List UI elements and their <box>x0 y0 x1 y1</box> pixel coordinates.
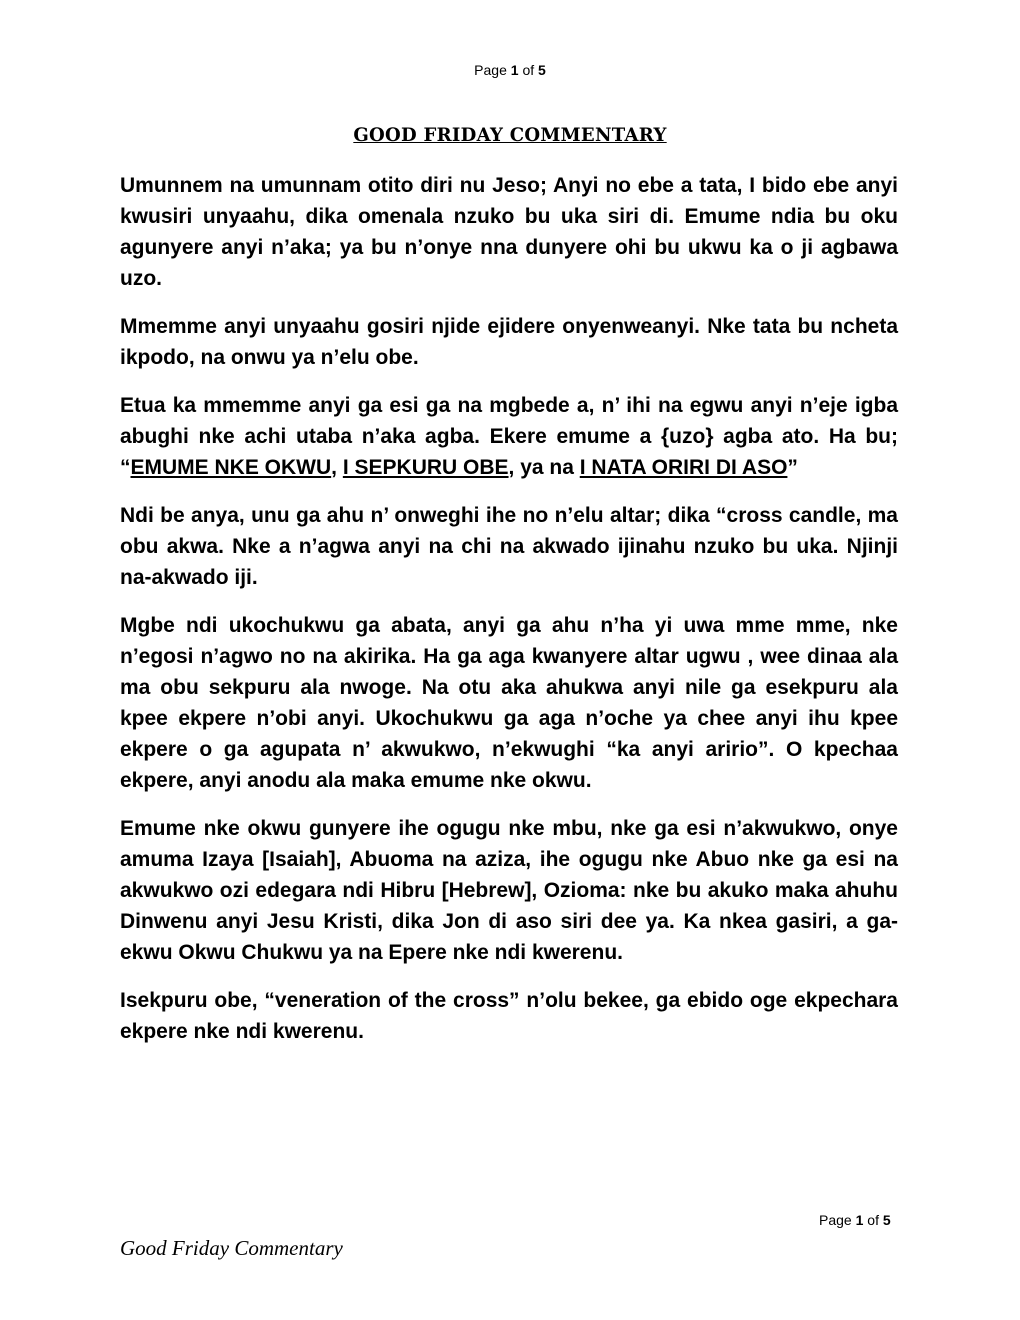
paragraph-3: Etua ka mmemme anyi ga esi ga na mgbede a, n’ ihi na egwu anyi n’eje igba abughi nke achi utaba n’aka agba. Ekere emume a {uzo} agba ato. Ha bu; “EMUME NKE OKWU, I SEPKURU OBE, ya na I NATA ORIRI DI ASO” <box>120 394 898 479</box>
footer-page-number: Page 1 of 5 <box>819 1212 891 1228</box>
paragraph-6: Emume nke okwu gunyere ihe ogugu nke mbu, nke ga esi n’akwukwo, onye amuma Izaya [Isaiah], Abuoma na aziza, ihe ogugu nke Abuo nke ga esi na akwukwo ozi edegara ndi Hibru [Hebrew], Ozioma: nke bu akuko maka ahuhu Dinwenu anyi Jesu Kristi, dika Jon di aso siri dee ya. Ka nkea gasiri, a ga-ekwu Okwu Chukwu ya na Epere nke ndi kwerenu. <box>120 817 898 964</box>
i-nata-oriri-underline: I NATA ORIRI DI ASO <box>579 456 788 479</box>
paragraph-7: Isekpuru obe, “veneration of the cross” n’olu bekee, ga ebido oge ekpechara ekpere nke ndi kwerenu. <box>120 989 898 1043</box>
paragraph-4: Ndi be anya, unu ga ahu n’ onweghi ihe no n’elu altar; dika “cross candle, ma obu akwa. Nke a n’agwa anyi na chi na akwado ijinahu nzuko bu uka. Njinji na-akwado iji. <box>120 504 898 589</box>
footer-document-title: Good Friday Commentary <box>120 1236 343 1260</box>
document-title: GOOD FRIDAY COMMENTARY <box>353 124 667 146</box>
paragraph-2: Mmemme anyi unyaahu gosiri njide ejidere onyenweanyi. Nke tata bu ncheta ikpodo, na onwu ya n’elu obe. <box>120 315 898 369</box>
paragraph-1: Umunnem na umunnam otito diri nu Jeso; Anyi no ebe a tata, I bido ebe anyi kwusiri unyaahu, dika omenala nzuko bu uka siri di. Emume ndia bu oku agunyere anyi n’aka; ya bu n’onye nna dunyere ohi bu ukwu ka o ji agbawa uzo. <box>120 174 898 290</box>
i-sepkuru-obe-underline: I SEPKURU OBE <box>342 456 509 479</box>
document-body <box>120 170 898 1064</box>
paragraph-5: Mgbe ndi ukochukwu ga abata, anyi ga ahu n’ha yi uwa mme mme, nke n’egosi n’agwo no na akirika. Ha ga aga kwanyere altar ugwu , wee dinaa ala ma obu sekpuru ala nwoge. Na otu aka ahukwa anyi nile ga esekpuru ala kpee ekpere n’obi anyi. Ukochukwu ga aga n’oche ya chee anyi ihu kpee ekpere o ga agupata n’ akwukwo, n’ekwughi “ka anyi aririo”. O kpechaa ekpere, anyi anodu ala maka emume nke okwu. <box>120 614 898 792</box>
emume-nke-okwu-underline: EMUME NKE OKWU <box>130 456 332 479</box>
header-page-number: Page 1 of 5 <box>474 62 546 78</box>
